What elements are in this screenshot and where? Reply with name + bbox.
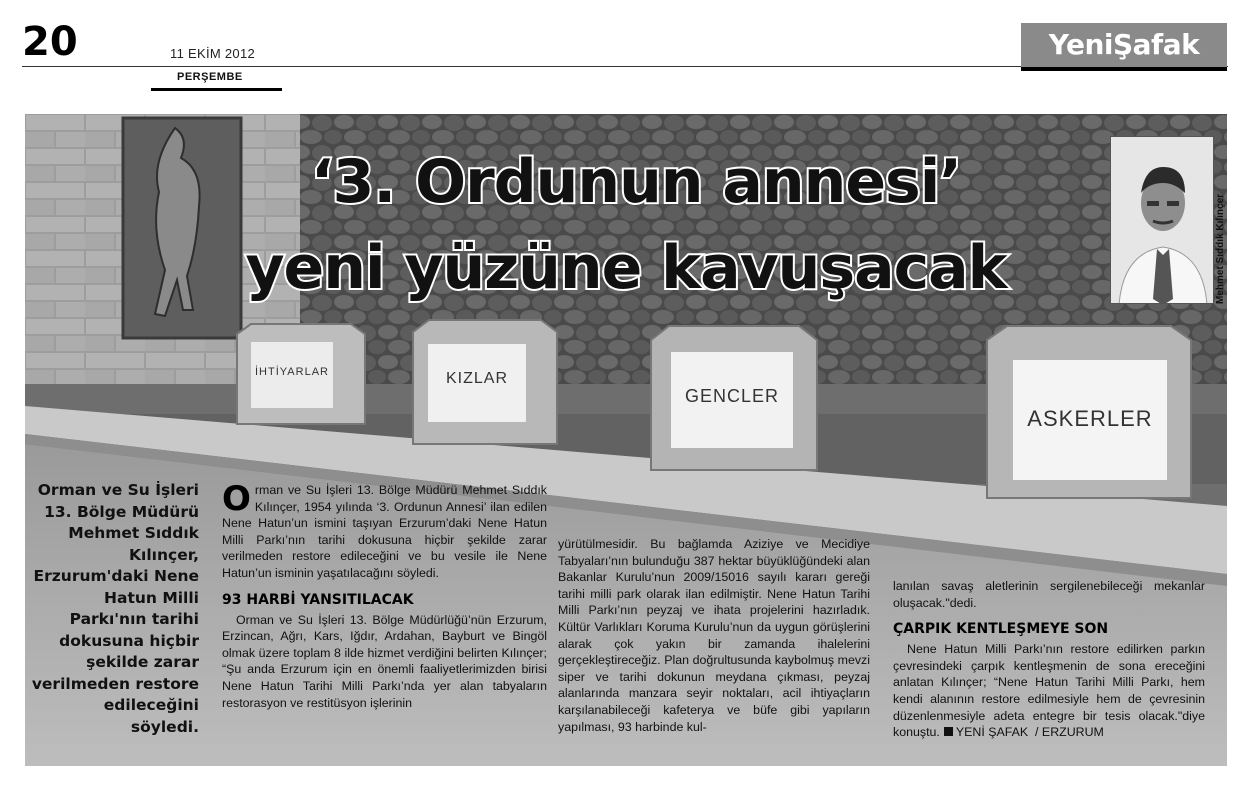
stone-label-askerler: ASKERLER (1027, 406, 1153, 431)
portrait-caption: Mehmet Sıddık Kılınçer (1215, 193, 1226, 304)
article-column-1 (222, 479, 547, 711)
day-underline (151, 88, 282, 91)
drop-cap: O (222, 479, 251, 519)
signature-agency: YENİ ŞAFAK (955, 725, 1029, 740)
headline (25, 134, 1227, 316)
subhead-93-harbi: 93 HARBİ YANSITILACAK (222, 591, 414, 608)
stone-label-gencler: GENCLER (684, 386, 780, 406)
page-number: 20 (22, 19, 78, 65)
paragraph-2: Orman ve Su İşleri 13. Bölge Müdürlüğü’nün Erzurum, Erzincan, Ağrı, Kars, Iğdır, Ardahan, Bayburt ve Bingöl olmak üzere toplam 8 ilde hizmet verdiğini belirten Kılınçer; “Şu anda Erzurum için en önemli faaliyetlerimizden birisi Nene Hatun Tarihi Milli Parkı’nda yer alan tabyaların restorasyon ve restitüsyon işlerinin (222, 612, 547, 710)
article-lead: Orman ve Su İşleri 13. Bölge Müdürü Mehmet Sıddık Kılınçer, Erzurum'daki Nene Hatun Milli Parkı'nın tarihi dokusuna hiçbir şekilde zarar verilmeden restore edileceğini söyledi. (31, 481, 199, 736)
issue-day: PERŞEMBE (177, 71, 243, 83)
paragraph-4: lanılan savaş aletlerinin sergilenebileceği mekanlar oluşacak."dedi. (893, 579, 1205, 610)
paragraph-5-text: Nene Hatun Milli Parkı’nın restore edilirken parkın çevresindeki çarpık kentleşmenin de sona ereceğini anlatan Kılınçer; “Nene Hatun Tarihi Milli Parkı, hem kendi alanının restore edilmesiyle hem de çevresinin düzenlenmesiyle adeta entegre bir tesis olacak."diye konuştu. (893, 642, 1205, 740)
stone-label-kizlar: KIZLAR (445, 370, 508, 387)
stone-label-ihtiyarlar: İHTİYARLAR (255, 366, 329, 378)
signature-square-icon (944, 727, 953, 736)
article-column-3 (893, 578, 1205, 741)
article-signature (940, 725, 1104, 739)
headline-line-2: yeni yüzüne kavuşacak (245, 233, 1007, 303)
paragraph-5 (893, 641, 1205, 741)
headline-line-1: ‘3. Ordunun annesi’ (310, 147, 962, 217)
signature-city: / ERZURUM (1035, 725, 1104, 740)
person-portrait-icon (1111, 137, 1214, 304)
article-column-2 (558, 536, 870, 735)
logo-underline (1021, 67, 1227, 71)
portrait-photo (1110, 136, 1214, 304)
paragraph-3: yürütülmesidir. Bu bağlamda Aziziye ve Mecidiye Tabyaları’nın bulunduğu 387 hektar büyüklüğündeki alan Bakanlar Kurulu’nun 2009/15016 sayılı kararı gereği tarihi milli park olarak ilan edilmiştir. Nene Hatun Tarihi Milli Parkı’nın peyzaj ve ihata projelerini hazırladık. Kültür Varlıkları Koruma Kurulu’nun da uygun görüşlerini alarak çok yakın bir zamanda ihalelerini gerçekleştireceğiz. Plan doğrultusunda kaybolmuş mevzi siper ve tarihi dokunun meydana çıkması, peyzaj alanlarında manzara seyir noktaları, acil ihtiyaçların karşılanabileceği kafeterya ve büfe gibi yapıların yapılması, 93 harbinde kul- (558, 537, 870, 734)
newspaper-logo: YeniŞafak (1021, 23, 1227, 67)
paragraph-1-text: rman ve Su İşleri 13. Bölge Müdürü Mehmet Sıddık Kılınçer, 1954 yılında ‘3. Ordunun Annesi’ ilan edilen Nene Hatun’un ismini taşıyan Erzurum’daki Nene Hatun Milli Parkı’nın tarihi dokusuna hiçbir şekilde zarar verilmeden restore edileceğini ve bu vesile ile Nene Hatun’un isminin yaşatılacağını söyledi. (222, 483, 547, 580)
issue-date: 11 EKİM 2012 (170, 46, 256, 61)
subhead-carpik-kentlesme: ÇARPIK KENTLEŞMEYE SON (893, 621, 1109, 638)
paragraph-1 (222, 479, 547, 582)
